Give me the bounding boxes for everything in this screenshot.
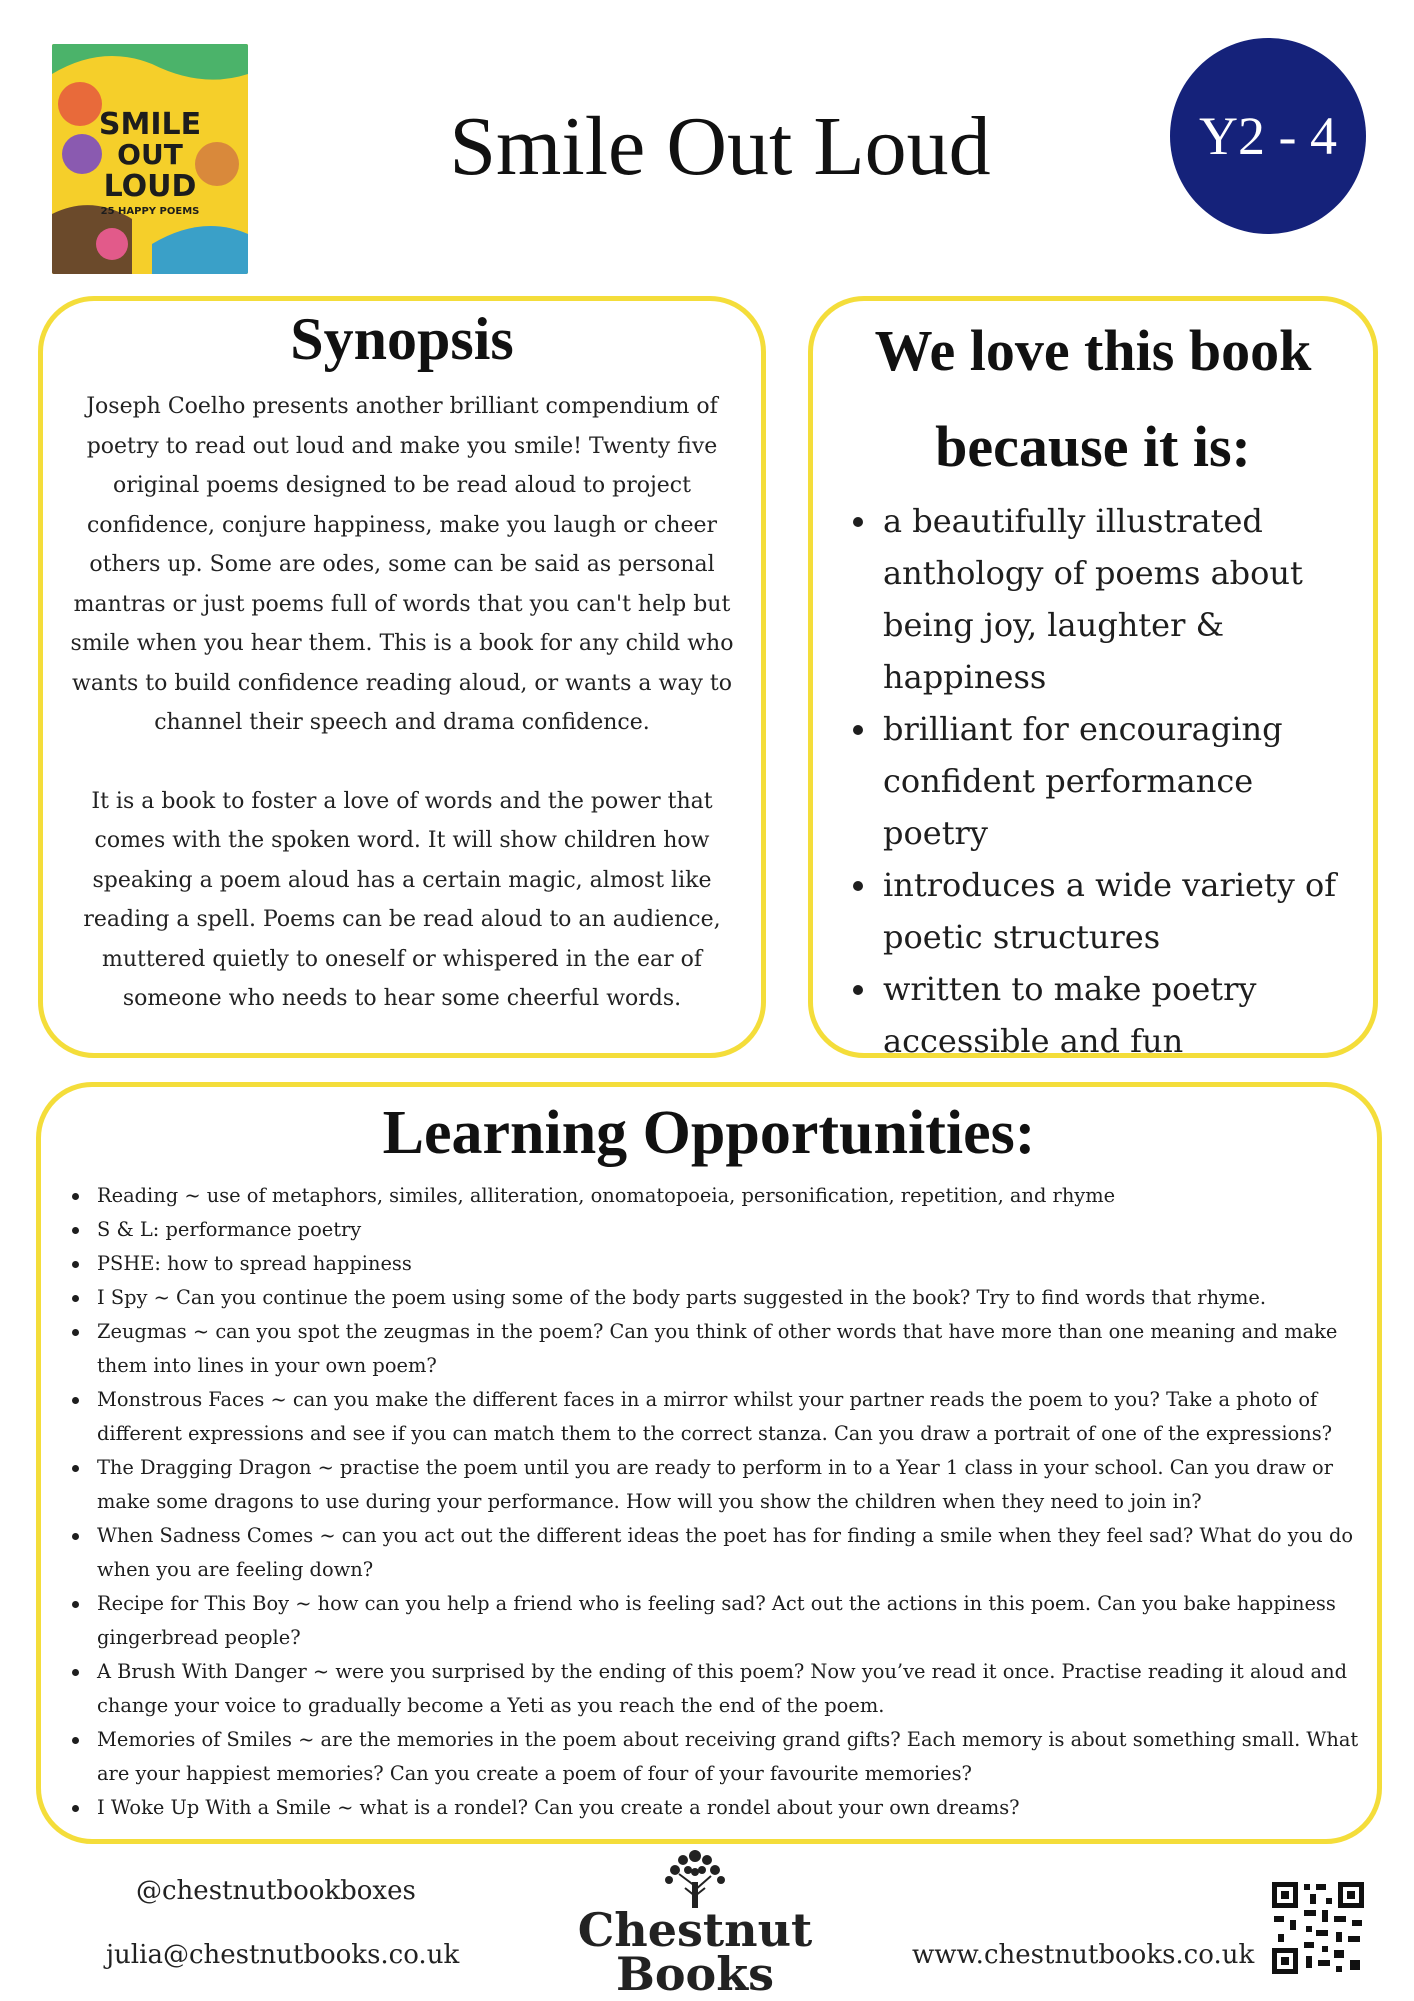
learning-list-item: I Woke Up With a Smile ~ what is a rondel? Can you create a rondel about your own dreams? [97,1791,1363,1825]
synopsis-body [43,377,761,1019]
book-cover-illustration [52,44,248,274]
learning-panel [36,1082,1382,1844]
year-badge [1170,38,1366,234]
love-heading-line1: We love this book [874,318,1312,383]
learning-list-item: The Dragging Dragon ~ practise the poem until you are ready to perform in to a Year 1 class in your school. Can you draw or make some dragons to use during your performance. How will you show the children when they need to join in? [97,1451,1363,1519]
synopsis-paragraph: It is a book to foster a love of words and the power that comes with the spoken word. It will show children how speaking a poem aloud has a certain magic, almost like reading a spell. Poems can be read aloud to an audience, muttered quietly to oneself or whispered in the ear of someone who needs to hear some cheerful words. [83,788,721,1011]
synopsis-heading: Synopsis [290,306,514,372]
learning-list-item: Memories of Smiles ~ are the memories in the poem about receiving grand gifts? Each memory is about something small. What are your happiest memories? Can you create a poem of four of your favourite memories? [97,1723,1363,1791]
website-link[interactable]: www.chestnutbooks.co.uk [912,1940,1255,1970]
love-list-item: introduces a wide variety of poetic structures [883,859,1353,963]
cover-title-out: OUT [117,138,183,171]
synopsis-paragraph: Joseph Coelho presents another brilliant compendium of poetry to read out loud and make you smile! Twenty five original poems designed to be read aloud to project confidence, conjure happiness, make you laugh or cheer others up. Some are odes, some can be said as personal mantras or just poems full of words that you can't help but smile when you hear them. This is a book for any child who wants to build confidence reading aloud, or wants a way to channel their speech and drama confidence. [70,394,734,735]
chestnut-books-logo [570,1846,820,2001]
email-link[interactable]: julia@chestnutbooks.co.uk [106,1940,460,1970]
love-list-item: a beautifully illustrated anthology of poems about being joy, laughter & happiness [883,495,1353,703]
learning-list-item: PSHE: how to spread happiness [97,1247,1363,1281]
learning-heading: Learning Opportunities: [382,1099,1036,1167]
love-panel [808,296,1378,1058]
cover-subtitle: 25 HAPPY POEMS [100,206,200,217]
qr-code-graphic [1270,1880,1366,1976]
page-title: Smile Out Loud [449,100,991,193]
cover-title-smile: SMILE [98,107,202,142]
synopsis-panel [38,296,766,1058]
cover-title-loud: LOUD [103,169,197,204]
learning-list-item: Recipe for This Boy ~ how can you help a friend who is feeling sad? Act out the actions in this poem. Can you bake happiness gingerbread people? [97,1587,1363,1655]
book-cover-image [52,44,248,274]
learning-list-item: When Sadness Comes ~ can you act out the different ideas the poet has for finding a smile when they feel sad? What do you do when you are feeling down? [97,1519,1363,1587]
social-handle-link[interactable]: @chestnutbookboxes [136,1876,416,1906]
love-list-item: written to make poetry accessible and fun [883,963,1353,1067]
learning-list-item: Zeugmas ~ can you spot the zeugmas in the poem? Can you think of other words that have more than one meaning and make them into lines in your own poem? [97,1315,1363,1383]
logo-name-line1: Chestnut [577,1903,813,1957]
year-badge-label: Y2 - 4 [1199,106,1337,166]
learning-list-item: S & L: performance poetry [97,1213,1363,1247]
logo-name-line2: Books [615,1947,774,2001]
qr-code-icon[interactable] [1270,1880,1366,1976]
learning-list-item: I Spy ~ Can you continue the poem using some of the body parts suggested in the book? Try to find words that rhyme. [97,1281,1363,1315]
love-list [813,495,1373,1067]
learning-list-item: Reading ~ use of metaphors, similes, alliteration, onomatopoeia, personification, repetition, and rhyme [97,1179,1363,1213]
love-heading-line2: because it is: [935,414,1251,479]
learning-list-item: A Brush With Danger ~ were you surprised by the ending of this poem? Now you’ve read it once. Practise reading it aloud and change your voice to gradually become a Yeti as you reach the end of the poem. [97,1655,1363,1723]
chestnut-tree-icon [655,1846,735,1910]
learning-list-item: Monstrous Faces ~ can you make the different faces in a mirror whilst your partner reads the poem to you? Take a photo of different expressions and see if you can match them to the correct stanza. Can you draw a portrait of one of the expressions? [97,1383,1363,1451]
learning-list [41,1179,1377,1825]
love-heading [813,303,1373,495]
love-list-item: brilliant for encouraging confident performance poetry [883,703,1353,859]
